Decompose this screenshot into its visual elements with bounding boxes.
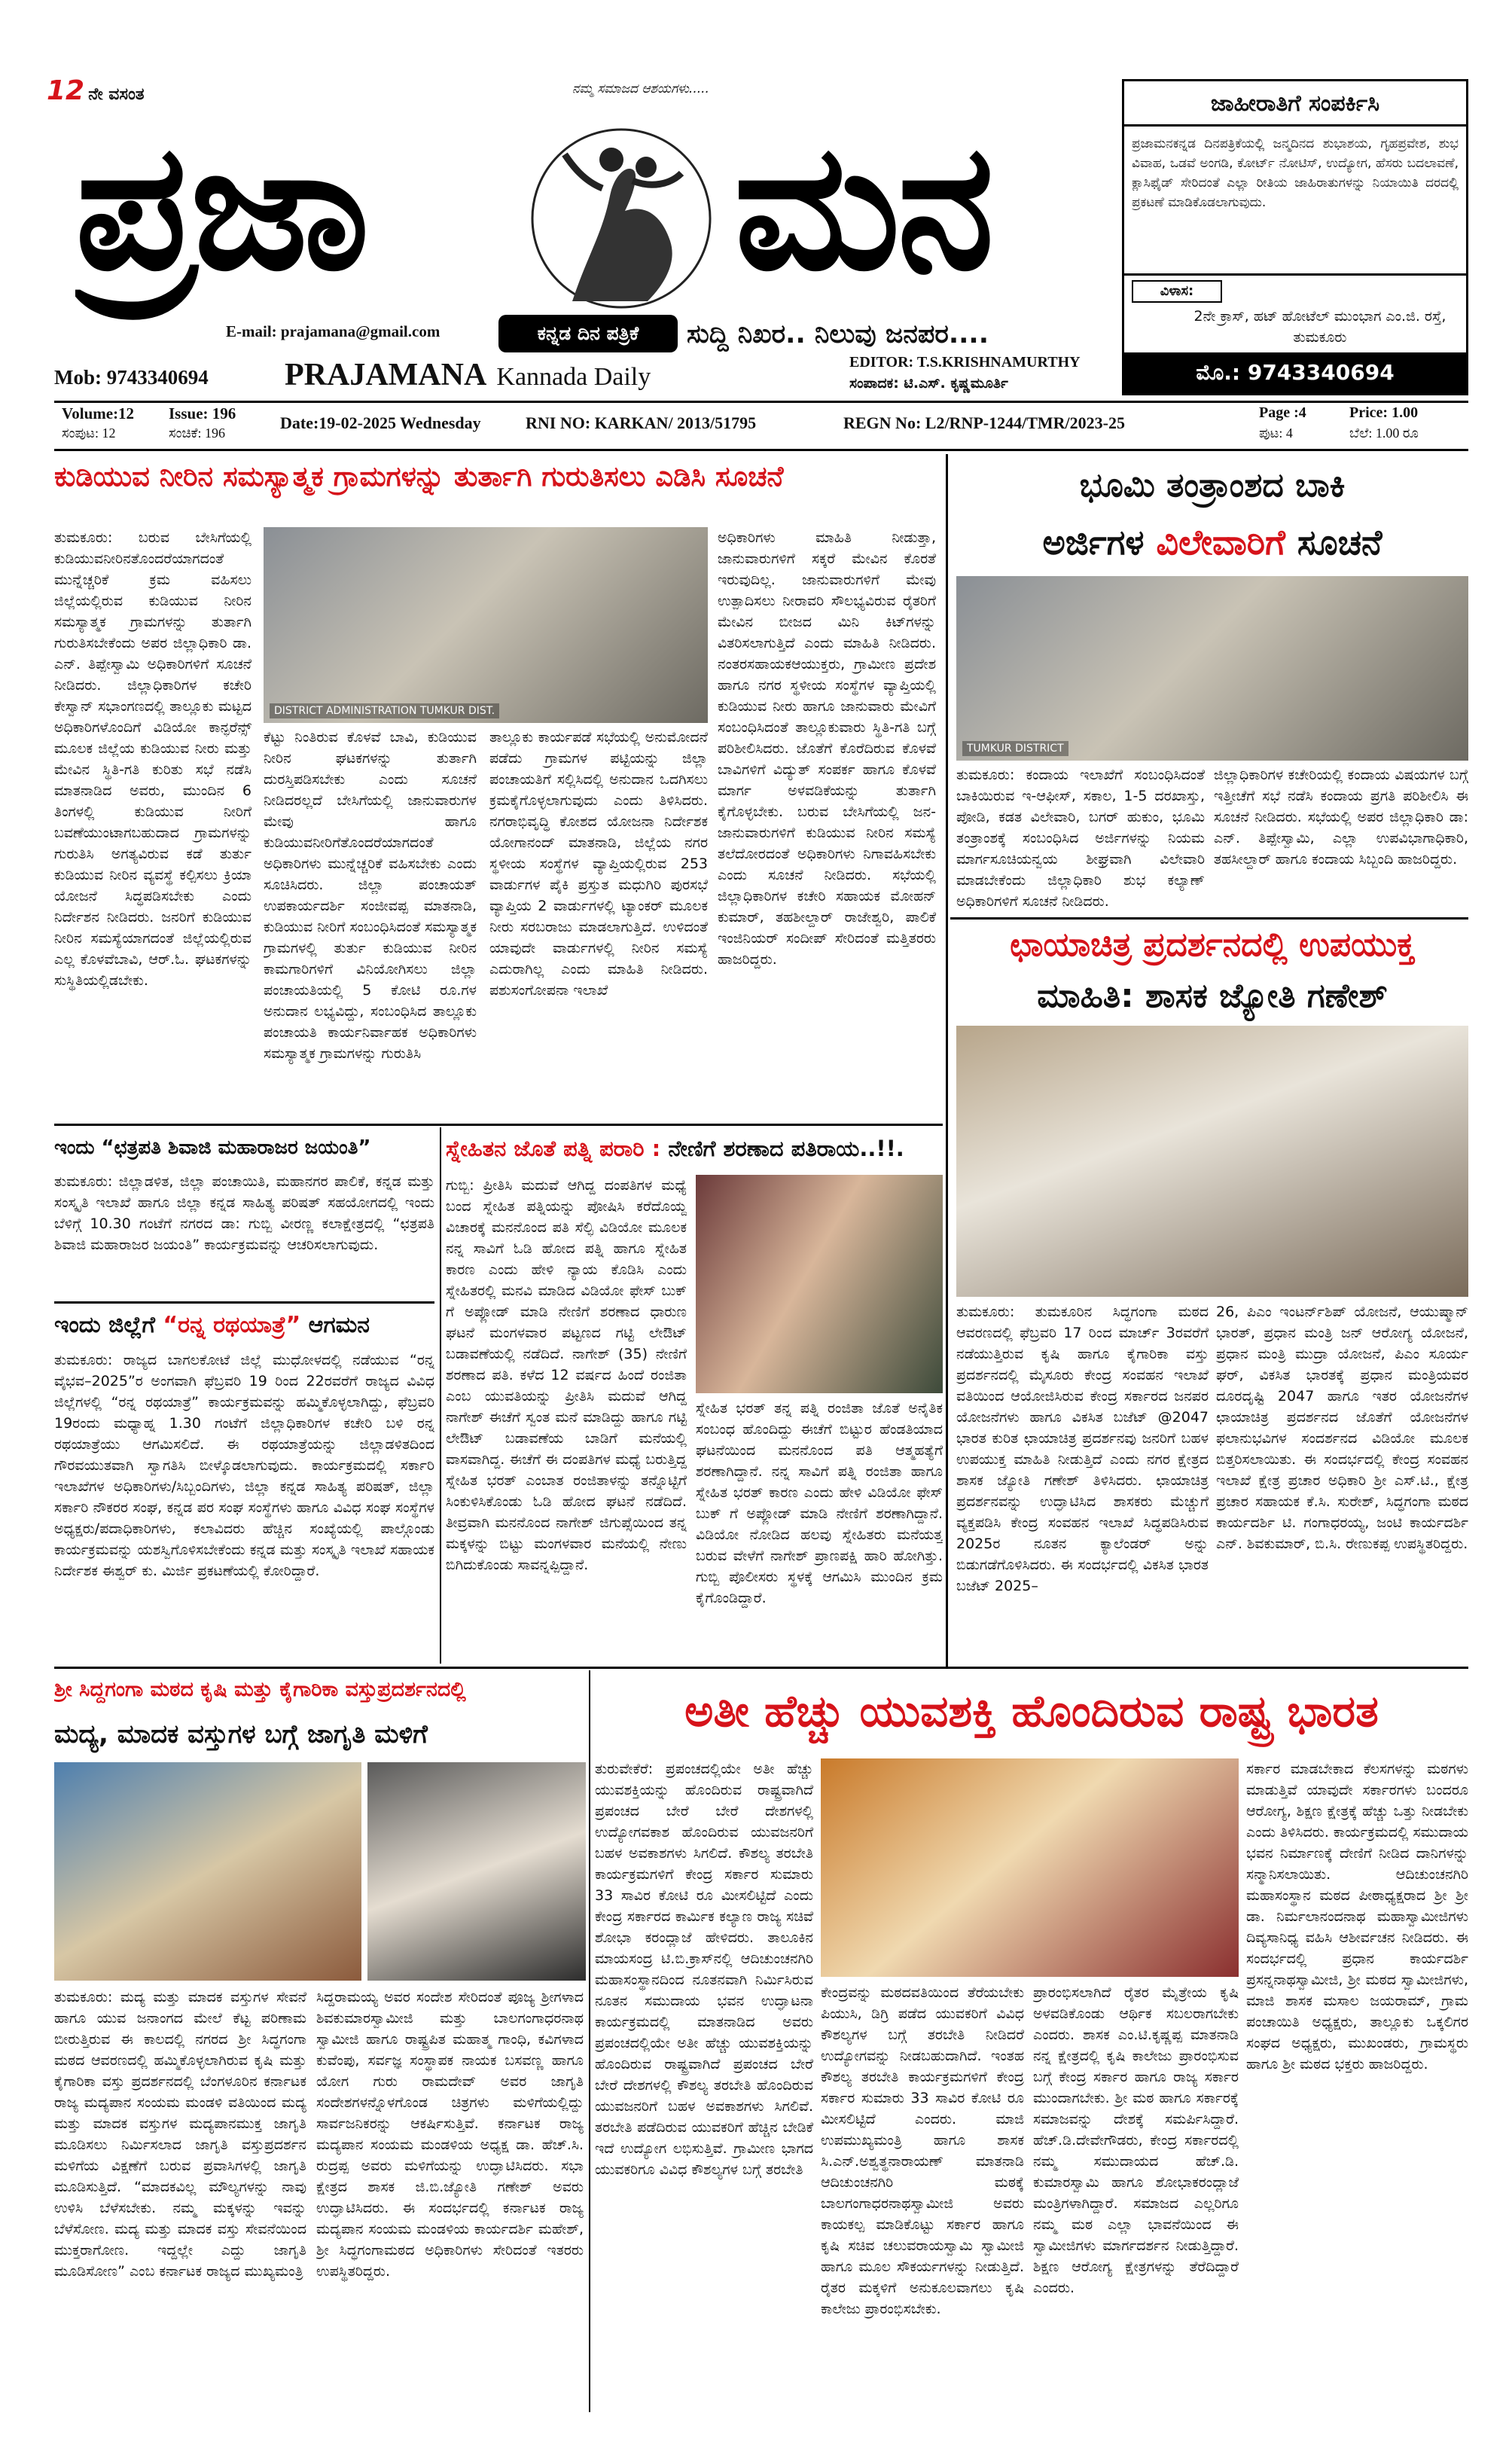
story7-photo-left xyxy=(54,1762,361,1981)
price: Price: 1.00 xyxy=(1349,404,1419,421)
story2-headline-part-b: ವಿಲೇವಾರಿಗೆ xyxy=(1156,522,1285,563)
story3-headline-line1: ಛಾಯಾಚಿತ್ರ ಪ್ರದರ್ಶನದಲ್ಲಿ ಉಪಯುಕ್ತ xyxy=(1010,926,1415,964)
story2-col2: ಜಿಲ್ಲಾಧಿಕಾರಿಗಳ ಕಚೇರಿಯಲ್ಲಿ ಕಂದಾಯ ವಿಷಯಗಳ ಬಗ್ಗೆ ಇತ್ತೀಚೆಗೆ ಸಭೆ ನಡೆಸಿ ಕಂದಾಯ ಪ್ರಗತಿ ಪರಿಶೀಲಿಸಿ ಈ ಸೂಚನೆ ನೀಡಿದರು. ಸಭೆಯಲ್ಲಿ ಅಪರ ಜಿಲ್ಲಾಧಿಕಾರಿ ಡಾ: ಎನ್. ತಿಪ್ಪೇಸ್ವಾಮಿ, ಎಲ್ಲಾ ಉಪವಿಭಾಗಾಧಿಕಾರಿ, ತಹಸೀಲ್ದಾರ್ ಹಾಗೂ ಕಂದಾಯ ಸಿಬ್ಬಂದಿ ಹಾಜರಿದ್ದರು. xyxy=(1214,767,1468,868)
title-left: ಪ್ರಜಾ xyxy=(75,105,365,309)
emblem-caption: ನಮ್ಮ ಸಮಾಜದ ಆಶಯಗಳು..... xyxy=(572,81,709,96)
story2-headline-line1: ಭೂಮಿ ತಂತ್ರಾಂಶದ ಬಾಕಿ xyxy=(1079,466,1346,505)
story2-headline-part-c: ಸೂಚನೆ xyxy=(1285,522,1382,563)
story3-photo xyxy=(956,1026,1468,1297)
vertical-divider-right xyxy=(946,454,948,1667)
story5-body: ತುಮಕೂರು: ರಾಜ್ಯದ ಬಾಗಲಕೋಟೆ ಜಿಲ್ಲೆ ಮುಧೋಳದಲ್ಲಿ ನಡೆಯುವ “ರನ್ನ ವೈಭವ–2025”ರ ಅಂಗವಾಗಿ ಫೆಬ್ರವರಿ 19 ರಿಂದ 22ರವರೆಗೆ ರಾಜ್ಯದ ವಿವಿಧ ಜಿಲ್ಲೆಗಳಲ್ಲಿ “ರನ್ನ ರಥಯಾತ್ರೆ” ಕಾರ್ಯಕ್ರಮವನ್ನು ಹಮ್ಮಿಕೊಳ್ಳಲಾಗಿದ್ದು, ಫೆಬ್ರವರಿ 19ರಂದು ಮಧ್ಯಾಹ್ನ 1.30 ಗಂಟೆಗೆ ಜಿಲ್ಲಾಧಿಕಾರಿಗಳ ಕಚೇರಿ ಬಳಿ ರನ್ನ ರಥಯಾತ್ರೆಯು ಆಗಮಿಸಲಿದೆ. ಈ ರಥಯಾತ್ರೆಯನ್ನು ಜಿಲ್ಲಾಡಳಿತದಿಂದ ಗೌರವಯುತವಾಗಿ ಸ್ವಾಗತಿಸಿ ಬೀಳ್ಕೊಡಲಾಗುವುದು. ಕಾರ್ಯಕ್ರಮದಲ್ಲಿ ಸರ್ಕಾರಿ ಇಲಾಖೆಗಳ ಅಧಿಕಾರಿಗಳು/ಸಿಬ್ಬಂದಿಗಳು, ಜಿಲ್ಲಾ ಕನ್ನಡ ಸಾಹಿತ್ಯ ಪರಿಷತ್, ಜಿಲ್ಲಾ ಸರ್ಕಾರಿ ನೌಕರರ ಸಂಘ, ಕನ್ನಡ ಪರ ಸಂಘ ಸಂಸ್ಥೆಗಳು ಹಾಗೂ ವಿವಿಧ ಸಂಘ ಸಂಸ್ಥೆಗಳ ಅಧ್ಯಕ್ಷರು/ಪದಾಧಿಕಾರಿಗಳು, ಕಲಾವಿದರು ಹೆಚ್ಚಿನ ಸಂಖ್ಯೆಯಲ್ಲಿ ಪಾಲ್ಗೊಂಡು ಕಾರ್ಯಕ್ರಮವನ್ನು ಯಶಸ್ವಿಗೊಳಿಸಬೇಕೆಂದು ಕನ್ನಡ ಮತ್ತು ಸಂಸ್ಕೃತಿ ಇಲಾಖೆ ಸಹಾಯಕ ನಿರ್ದೇಶಕ ಈಶ್ವರ್ ಕು. ಮಿರ್ಜಿ ಪ್ರಕಟಣೆಯಲ್ಲಿ ಕೋರಿದ್ದಾರೆ. xyxy=(54,1352,434,1579)
masthead xyxy=(0,0,1512,399)
story8-headline: ಅತೀ ಹೆಚ್ಚು ಯುವಶಕ್ತಿ ಹೊಂದಿರುವ ರಾಷ್ಟ್ರ ಭಾರತ xyxy=(684,1685,1379,1737)
story6-headline xyxy=(446,1127,943,1170)
story7-col1: ತುಮಕೂರು: ಮದ್ಯ ಮತ್ತು ಮಾದಕ ವಸ್ತುಗಳ ಸೇವನೆ ಹಾಗೂ ಯುವ ಜನಾಂಗದ ಮೇಲೆ ಕೆಟ್ಟ ಪರಿಣಾಮ ಬೀರುತ್ತಿರುವ ಈ ಕಾಲದಲ್ಲಿ ನಗರದ ಶ್ರೀ ಸಿದ್ಧಗಂಗಾ ಮಠದ ಆವರಣದಲ್ಲಿ ಹಮ್ಮಿಕೊಳ್ಳಲಾಗಿರುವ ಕೃಷಿ ಮತ್ತು ಕೈಗಾರಿಕಾ ವಸ್ತು ಪ್ರದರ್ಶನದಲ್ಲಿ ಬೆಂಗಳೂರಿನ ಕರ್ನಾಟಕ ರಾಜ್ಯ ಮದ್ಯಪಾನ ಸಂಯಮ ಮಂಡಳಿ ವತಿಯಿಂದ ಮದ್ಯ ಮತ್ತು ಮಾದಕ ವಸ್ತುಗಳ ಮದ್ಯಪಾನಮುಕ್ತ ಜಾಗೃತಿ ಮೂಡಿಸಲು ನಿರ್ಮಿಸಲಾದ ಜಾಗೃತಿ ವಸ್ತುಪ್ರದರ್ಶನ ಮಳಿಗೆಯ ವಿಕ್ಷಣೆಗೆ ಬರುವ ಪ್ರವಾಸಿಗಳಲ್ಲಿ ಜಾಗೃತಿ ಮೂಡಿಸುತ್ತಿದೆ. “ಮಾದಕವಿಲ್ಲ ಮೌಲ್ಯಗಳನ್ನು ನಾವು ಉಳಿಸಿ ಬೆಳೆಸಬೇಕು. ನಮ್ಮ ಮಕ್ಕಳನ್ನು ಇವನ್ನು ಬೆಳೆಸೋಣ. ಮದ್ಯ ಮತ್ತು ಮಾದಕ ವಸ್ತು ಸೇವನೆಯಿಂದ ಮುಕ್ತರಾಗೋಣ. ಇದ್ದಲ್ಲೇ ಎದ್ದು ಜಾಗೃತಿ ಮೂಡಿಸೋಣ” ಎಂಬ ಕರ್ನಾಟಕ ರಾಜ್ಯದ ಮುಖ್ಯಮಂತ್ರಿ xyxy=(54,1989,306,2280)
story5-headline xyxy=(54,1304,434,1347)
english-subtitle: Kannada Daily xyxy=(496,363,651,391)
daily-badge: ಕನ್ನಡ ದಿನ ಪತ್ರಿಕೆ xyxy=(498,315,678,352)
english-title: PRAJAMANA xyxy=(285,358,487,392)
story1-photo-caption: DISTRICT ADMINISTRATION TUMKUR DIST. xyxy=(270,703,499,718)
story5-top-rule xyxy=(54,1301,434,1304)
story1-col3: ತಾಲ್ಲೂಕು ಕಾರ್ಯಪಡೆ ಸಭೆಯಲ್ಲಿ ಅನುಮೋದನೆ ಪಡೆದು ಗ್ರಾಮಗಳ ಪಟ್ಟಿಯನ್ನು ಜಿಲ್ಲಾ ಪಂಚಾಯತಿಗೆ ಸಲ್ಲಿಸಿದಲ್ಲಿ ಅನುದಾನ ಒದಗಿಸಲು ಕ್ರಮಕೈಗೊಳ್ಳಲಾಗುವುದು ಎಂದು ತಿಳಿಸಿದರು. ನಗರಾಭಿವೃದ್ಧಿ ಕೋಶದ ಯೋಜನಾ ನಿರ್ದೇಶಕ ಯೋಗಾನಂದ್ ಮಾತನಾಡಿ, ಜಿಲ್ಲೆಯ ನಗರ ಸ್ಥಳೀಯ ಸಂಸ್ಥೆಗಳ ವ್ಯಾಪ್ತಿಯಲ್ಲಿರುವ 253 ವಾರ್ಡುಗಳ ಪೈಕಿ ಪ್ರಸ್ತುತ ಮಧುಗಿರಿ ಪುರಸಭೆ ವ್ಯಾಪ್ತಿಯ 2 ವಾರ್ಡುಗಳಲ್ಲಿ ಟ್ಯಾಂಕರ್ ಮೂಲಕ ನೀರು ಸರಬರಾಜು ಮಾಡಲಾಗುತ್ತಿದೆ. ಉಳಿದಂತೆ ಯಾವುದೇ ವಾರ್ಡುಗಳಲ್ಲಿ ನೀರಿನ ಸಮಸ್ಯೆ ಎದುರಾಗಿಲ್ಲ ಎಂದು ಮಾಹಿತಿ ನೀಡಿದರು. ಪಶುಸಂಗೋಪನಾ ಇಲಾಖೆ xyxy=(489,729,708,999)
story8-left-rule xyxy=(589,1670,590,2412)
page-number-kn: ಪುಟ: 4 xyxy=(1259,425,1293,441)
story1-col2: ಕೆಟ್ಟು ನಿಂತಿರುವ ಕೊಳವೆ ಬಾವಿ, ಕುಡಿಯುವ ನೀರಿನ ಘಟಕಗಳನ್ನು ತುರ್ತಾಗಿ ದುರಸ್ತಿಪಡಿಸಬೇಕು ಎಂದು ಸೂಚನೆ ನೀಡಿದರಲ್ಲದೆ ಬೇಸಿಗೆಯಲ್ಲಿ ಜಾನುವಾರುಗಳ ಮೇವು ಹಾಗೂ ಕುಡಿಯುವನೀರಿಗೆತೊಂದರೆಯಾಗದಂತೆ ಅಧಿಕಾರಿಗಳು ಮುನ್ನೆಚ್ಚರಿಕೆ ವಹಿಸಬೇಕು ಎಂದು ಸೂಚಿಸಿದರು. ಜಿಲ್ಲಾ ಪಂಚಾಯತ್ ಉಪಕಾರ್ಯದರ್ಶಿ ಸಂಜೀವಪ್ಪ ಮಾತನಾಡಿ, ಕುಡಿಯುವ ನೀರಿಗೆ ಸಂಬಂಧಿಸಿದಂತೆ ಸಮಸ್ಯಾತ್ಮಕ ಗ್ರಾಮಗಳಲ್ಲಿ ತುರ್ತು ಕುಡಿಯುವ ನೀರಿನ ಕಾಮಗಾರಿಗಳಿಗೆ ವಿನಿಯೋಗಿಸಲು ಜಿಲ್ಲಾ ಪಂಚಾಯತಿಯಲ್ಲಿ 5 ಕೋಟಿ ರೂ.ಗಳ ಅನುದಾನ ಲಭ್ಯವಿದ್ದು, ಸಂಬಂಧಿಸಿದ ತಾಲ್ಲೂಕು ಪಂಚಾಯತಿ ಕಾರ್ಯನಿರ್ವಾಹಕ ಅಧಿಕಾರಿಗಳು ಸಮಸ್ಯಾತ್ಮಕ ಗ್ರಾಮಗಳನ್ನು ಗುರುತಿಸಿ xyxy=(264,729,477,1062)
page-number: Page :4 xyxy=(1259,404,1306,421)
story2-photo-caption: TUMKUR DISTRICT xyxy=(962,741,1068,756)
date: Date:19-02-2025 Wednesday xyxy=(280,413,481,432)
story7-col2: ಸಿದ್ದರಾಮಯ್ಯ ಅವರ ಸಂದೇಶ ಸೇರಿದಂತೆ ಪೂಜ್ಯ ಶ್ರೀಗಳಾದ ಶಿವಕುಮಾರಸ್ವಾಮೀಜಿ ಮತ್ತು ಬಾಲಗಂಗಾಧರನಾಥ ಸ್ವಾಮೀಜಿ ಹಾಗೂ ರಾಷ್ಟ್ರಪಿತ ಮಹಾತ್ಮ ಗಾಂಧಿ, ಕವಿಗಳಾದ ಕುವೆಂಪು, ಸರ್ವಜ್ಞ ಸಂಸ್ಥಾಪಕ ನಾಯಕ ಬಸವಣ್ಣ ಹಾಗೂ ಯೋಗ ಗುರು ರಾಮದೇವ್ ಅವರ ಜಾಗೃತಿ ಸಂದೇಶಗಳನ್ನೊಳಗೊಂಡ ಚಿತ್ರಗಳು ಮಳಿಗೆಯಲ್ಲಿದ್ದು ಸಾರ್ವಜನಿಕರನ್ನು ಆಕರ್ಷಿಸುತ್ತಿವೆ. ಕರ್ನಾಟಕ ರಾಜ್ಯ ಮದ್ಯಪಾನ ಸಂಯಮ ಮಂಡಳಿಯ ಅಧ್ಯಕ್ಷ ಡಾ. ಹೆಚ್.ಸಿ. ರುದ್ರಪ್ಪ ಅವರು ಮಳಿಗೆಯನ್ನು ಉದ್ಘಾಟಿಸಿದರು. ಸಭಾ ಕ್ಷೇತ್ರದ ಶಾಸಕ ಜಿ.ಬಿ.ಜ್ಯೋತಿ ಗಣೇಶ್ ಅವರು ಉದ್ಘಾಟಿಸಿದರು. ಈ ಸಂದರ್ಭದಲ್ಲಿ ಕರ್ನಾಟಕ ರಾಜ್ಯ ಮದ್ಯಪಾನ ಸಂಯಮ ಮಂಡಳಿಯ ಕಾರ್ಯದರ್ಶಿ ಮಹೇಶ್, ಶ್ರೀ ಸಿದ್ಧಗಂಗಾಮಠದ ಅಧಿಕಾರಿಗಳು ಸೇರಿದಂತೆ ಇತರರು ಉಪಸ್ಥಿತರಿದ್ದರು. xyxy=(316,1989,584,2280)
address-label: ವಿಳಾಸ: xyxy=(1132,280,1222,303)
volume: Volume:12 xyxy=(62,404,135,422)
story4-headline-part-b: “ಛತ್ರಪತಿ ಶಿವಾಜಿ ಮಹಾರಾಜರ ಜಯಂತಿ” xyxy=(101,1136,371,1159)
registration-number: REGN No: L2/RNP-1244/TMR/2023-25 xyxy=(843,413,1125,432)
mobile-number: Mob: 9743340694 xyxy=(54,366,209,389)
english-name xyxy=(285,357,767,399)
story6-headline-part-a: ಸ್ನೇಹಿತನ ಜೊತೆ ಪತ್ನಿ ಪರಾರಿ : xyxy=(446,1136,669,1161)
editor-line: EDITOR: T.S.KRISHNAMURTHY xyxy=(849,354,1081,371)
anniversary-number: 12 xyxy=(47,75,85,106)
story4-top-rule xyxy=(54,1124,943,1126)
story5-headline-part-c: ಆಗಮನ xyxy=(300,1312,370,1338)
story2-headline-line2 xyxy=(956,514,1468,571)
story5-headline-part-a: ಇಂದು ಜಿಲ್ಲೆಗೆ xyxy=(54,1312,163,1338)
story5-headline-part-b: “ರನ್ನ ರಥಯಾತ್ರೆ” xyxy=(163,1312,301,1338)
story7-photo-right xyxy=(367,1762,586,1981)
ad-address-block xyxy=(1124,273,1466,352)
ad-contact-box xyxy=(1122,79,1468,395)
story1-col4: ಅಧಿಕಾರಿಗಳು ಮಾಹಿತಿ ನೀಡುತ್ತಾ, ಜಾನುವಾರುಗಳಿಗೆ ಸಕ್ಕರೆ ಮೇವಿನ ಕೊರತೆ ಇರುವುದಿಲ್ಲ. ಜಾನುವಾರುಗಳಿಗೆ ಮೇವು ಉತ್ಪಾದಿಸಲು ನೀರಾವರಿ ಸೌಲಭ್ಯವಿರುವ ರೈತರಿಗೆ ಮೇವಿನ ಬೀಜದ ಮಿನಿ ಕಿಟ್‌ಗಳನ್ನು ವಿತರಿಸಲಾಗುತ್ತಿದೆ ಎಂದು ಮಾಹಿತಿ ನೀಡಿದರು. ನಂತರಸಹಾಯಕಆಯುಕ್ತರು, ಗ್ರಾಮೀಣ ಪ್ರದೇಶ ಹಾಗೂ ನಗರ ಸ್ಥಳೀಯ ಸಂಸ್ಥೆಗಳ ವ್ಯಾಪ್ತಿಯಲ್ಲಿ ಕುಡಿಯುವ ನೀರು ಹಾಗೂ ಜಾನುವಾರು ಮೇವಿಗೆ ಸಂಬಂಧಿಸಿದಂತೆ ತಾಲ್ಲೂಕುವಾರು ಸ್ಥಿತಿ-ಗತಿ ಬಗ್ಗೆ ಪರಿಶೀಲಿಸಿದರು. ಜೊತೆಗೆ ಕೊರೆದಿರುವ ಕೊಳವೆ ಬಾವಿಗಳಿಗೆ ವಿದ್ಯುತ್ ಸಂಪರ್ಕ ಹಾಗೂ ಕೊಳವೆ ಮಾರ್ಗ ಅಳವಡಿಕೆಯನ್ನು ತುರ್ತಾಗಿ ಕೈಗೊಳ್ಳಬೇಕು. ಬರುವ ಬೇಸಿಗೆಯಲ್ಲಿ ಜನ-ಜಾನುವಾರುಗಳಿಗೆ ಕುಡಿಯುವ ನೀರಿನ ಸಮಸ್ಯೆ ತಲೆದೋರದಂತೆ ಅಧಿಕಾರಿಗಳು ನಿಗಾವಹಿಸಬೇಕು ಎಂದು ಸೂಚನೆ ನೀಡಿದರು. ಸಭೆಯಲ್ಲಿ ಜಿಲ್ಲಾಧಿಕಾರಿಗಳ ಕಚೇರಿ ಸಹಾಯಕ ಮೋಹನ್ ಕುಮಾರ್, ತಹಶೀಲ್ದಾರ್ ರಾಜೇಶ್ವರಿ, ಪಾಲಿಕೆ ಇಂಜಿನಿಯರ್ ಸಂದೀಪ್ ಸೇರಿದಂತೆ ಮತ್ತಿತರರು ಹಾಜರಿದ್ದರು. xyxy=(718,529,936,968)
issue-kn: ಸಂಚಿಕೆ: 196 xyxy=(169,425,225,441)
story1-photo xyxy=(264,527,708,723)
price-kn: ಬೆಲೆ: 1.00 ರೂ xyxy=(1349,425,1419,441)
story7-headline: ಮದ್ಯ, ಮಾದಕ ವಸ್ತುಗಳ ಬಗ್ಗೆ ಜಾಗೃತಿ ಮಳಿಗೆ xyxy=(54,1719,428,1749)
masthead-emblem xyxy=(520,113,723,316)
story2-bottom-rule xyxy=(950,917,1468,920)
title-right: ಮನ xyxy=(734,105,992,309)
story6-col1: ಗುಬ್ಬಿ: ಪ್ರೀತಿಸಿ ಮದುವೆ ಆಗಿದ್ದ ದಂಪತಿಗಳ ಮಧ್ಯೆ ಬಂದ ಸ್ನೇಹಿತ ಪತ್ನಿಯನ್ನು ಪೋಷಿಸಿ ಕರೆದೊಯ್ದ ವಿಚಾರಕ್ಕೆ ಮನನೊಂದ ಪತಿ ಸೆಲ್ಫಿ ವಿಡಿಯೋ ಮೂಲಕ ನನ್ನ ಸಾವಿಗೆ ಓಡಿ ಹೋದ ಪತ್ನಿ ಹಾಗೂ ಸ್ನೇಹಿತ ಕಾರಣ ಎಂದು ಹೇಳಿ ನ್ಯಾಯ ಕೊಡಿಸಿ ಎಂದು ಸ್ನೇಹಿತರಲ್ಲಿ ಮನವಿ ಮಾಡಿದ ವಿಡಿಯೋ ಫೇಸ್ ಬುಕ್ ಗೆ ಅಪ್ಲೋಡ್ ಮಾಡಿ ನೇಣಿಗೆ ಶರಣಾದ ಧಾರುಣ ಘಟನೆ ಮಂಗಳವಾರ ಪಟ್ಟಣದ ಗಟ್ಟಿ ಲೇಔಟ್ ಬಡಾವಣೆಯಲ್ಲಿ ನಡೆದಿದೆ. ನಾಗೇಶ್ (35) ನೇಣಿಗೆ ಶರಣಾದ ಪತಿ. ಕಳೆದ 12 ವರ್ಷದ ಹಿಂದೆ ರಂಜಿತಾ ಎಂಬ ಯುವತಿಯನ್ನು ಪ್ರೀತಿಸಿ ಮದುವೆ ಆಗಿದ್ದ ನಾಗೇಶ್ ಈಚೆಗೆ ಸ್ವಂತ ಮನೆ ಮಾಡಿದ್ದು ಹಾಗೂ ಗಟ್ಟಿ ಲೇಔಟ್ ಬಡಾವಣೆಯ ಬಾಡಿಗೆ ಮನೆಯಲ್ಲಿ ವಾಸವಾಗಿದ್ದ. ಈಚೆಗೆ ಈ ದಂಪತಿಗಳ ಮಧ್ಯೆ ಬರುತ್ತಿದ್ದ ಸ್ನೇಹಿತ ಭರತ್ ಎಂಬಾತ ರಂಜಿತಾಳನ್ನು ತನ್ನೊಟ್ಟಿಗೆ ಸಿಂಕುಳಿಸಿಕೊಂಡು ಓಡಿ ಹೋದ ಘಟನೆ ನಡೆದಿದೆ. ತೀವ್ರವಾಗಿ ಮನನೊಂದ ನಾಗೇಶ್ ಜಿಗುಪ್ಸೆಯಿಂದ ತನ್ನ ಮಕ್ಕಳನ್ನು ಬಿಟ್ಟು ಮಂಗಳವಾರ ಮನೆಯಲ್ಲಿ ನೇಣು ಬಿಗಿದುಕೊಂಡು ಸಾವನ್ನಪ್ಪಿದ್ದಾನೆ. xyxy=(446,1177,687,1573)
story6-photo xyxy=(696,1175,943,1393)
story2-photo xyxy=(956,576,1468,761)
volume-kn: ಸಂಪುಟ: 12 xyxy=(62,425,116,441)
story8-col4: ಸರ್ಕಾರ ಮಾಡಬೇಕಾದ ಕೆಲಸಗಳನ್ನು ಮಠಗಳು ಮಾಡುತ್ತಿವೆ ಯಾವುದೇ ಸರ್ಕಾರಗಳು ಬಂದರೂ ಆರೋಗ್ಯ, ಶಿಕ್ಷಣ ಕ್ಷೇತ್ರಕ್ಕೆ ಹೆಚ್ಚು ಒತ್ತು ನೀಡಬೇಕು ಎಂದು ತಿಳಿಸಿದರು. ಕಾರ್ಯಕ್ರಮದಲ್ಲಿ ಸಮುದಾಯ ಭವನ ನಿರ್ಮಾಣಕ್ಕೆ ದೇಣಿಗೆ ನೀಡಿದ ದಾನಿಗಳನ್ನು ಸನ್ಮಾನಿಸಲಾಯಿತು. ಆದಿಚುಂಚನಗಿರಿ ಮಹಾಸಂಸ್ಥಾನ ಮಠದ ಪೀಠಾಧ್ಯಕ್ಷರಾದ ಶ್ರೀ ಶ್ರೀ ಡಾ. ನಿರ್ಮಲಾನಂದನಾಥ ಮಹಾಸ್ವಾಮೀಜಿಗಳು ದಿವ್ಯಸಾನಿಧ್ಯ ವಹಿಸಿ ಆಶೀರ್ವಚನ ನೀಡಿದರು. ಈ ಸಂದರ್ಭದಲ್ಲಿ ಪ್ರಧಾನ ಕಾರ್ಯದರ್ಶಿ ಪ್ರಸನ್ನನಾಥಸ್ವಾಮೀಜಿ, ಶ್ರೀ ಮಠದ ಸ್ವಾಮೀಜಿಗಳು, ಮಾಜಿ ಶಾಸಕ ಮಸಾಲ ಜಯರಾಮ್, ಗ್ರಾಮ ಪಂಚಾಯಿತಿ ಅಧ್ಯಕ್ಷರು, ತಾಲ್ಲೂಕು ಒಕ್ಕಲಿಗರ ಸಂಘದ ಅಧ್ಯಕ್ಷರು, ಮುಖಂಡರು, ಗ್ರಾಮಸ್ಥರು ಹಾಗೂ ಶ್ರೀ ಮಠದ ಭಕ್ತರು ಹಾಜರಿದ್ದರು. xyxy=(1246,1761,1468,2073)
story3-headline-line2: ಮಾಹಿತಿ: ಶಾಸಕ ಜ್ಯೋತಿ ಗಣೇಶ್ xyxy=(1037,977,1388,1015)
issue: Issue: 196 xyxy=(169,404,236,422)
info-bar-bottom-rule xyxy=(54,449,1468,451)
story2-col1: ತುಮಕೂರು: ಕಂದಾಯ ಇಲಾಖೆಗೆ ಸಂಬಂಧಿಸಿದಂತೆ ಬಾಕಿಯಿರುವ ಇ-ಆಫೀಸ್, ಸಕಾಲ, 1-5 ದರಖಾಸ್ತು, ಪೋಡಿ, ಕಡತ ವಿಲೇವಾರಿ, ಬಗರ್ ಹುಕುಂ, ಭೂಮಿ ತಂತ್ರಾಂಶಕ್ಕೆ ಸಂಬಂಧಿಸಿದ ಅರ್ಜಿಗಳನ್ನು ನಿಯಮ ಮಾರ್ಗಸೂಚಿಯನ್ವಯ ಶೀಘ್ರವಾಗಿ ವಿಲೇವಾರಿ ಮಾಡಬೇಕೆಂದು ಜಿಲ್ಲಾಧಿಕಾರಿ ಶುಭ ಕಲ್ಯಾಣ್ ಅಧಿಕಾರಿಗಳಿಗೆ ಸೂಚನೆ ನೀಡಿದರು. xyxy=(956,767,1205,910)
story1-col1: ತುಮಕೂರು: ಬರುವ ಬೇಸಿಗೆಯಲ್ಲಿ ಕುಡಿಯುವನೀರಿನತೊಂದರೆಯಾಗದಂತೆ ಮುನ್ನೆಚ್ಚರಿಕೆ ಕ್ರಮ ವಹಿಸಲು ಜಿಲ್ಲೆಯಲ್ಲಿರುವ ಕುಡಿಯುವ ನೀರಿನ ಸಮಸ್ಯಾತ್ಮಕ ಗ್ರಾಮಗಳನ್ನು ತುರ್ತಾಗಿ ಗುರುತಿಸಬೇಕೆಂದು ಅಪರ ಜಿಲ್ಲಾಧಿಕಾರಿ ಡಾ. ಎನ್. ತಿಪ್ಪೇಸ್ವಾಮಿ ಅಧಿಕಾರಿಗಳಿಗೆ ಸೂಚನೆ ನೀಡಿದರು. ಜಿಲ್ಲಾಧಿಕಾರಿಗಳ ಕಚೇರಿ ಕೇಸ್ವಾನ್ ಸಭಾಂಗಣದಲ್ಲಿ ತಾಲ್ಲೂಕು ಮಟ್ಟದ ಅಧಿಕಾರಿಗಳೊಂದಿಗೆ ವಿಡಿಯೋ ಕಾನ್ಫರೆನ್ಸ್ ಮೂಲಕ ಜಿಲ್ಲೆಯ ಕುಡಿಯುವ ನೀರು ಮತ್ತು ಮೇವಿನ ಸ್ಥಿತಿ-ಗತಿ ಕುರಿತು ಸಭೆ ನಡೆಸಿ ಮಾತನಾಡಿದ ಅವರು, ಮುಂದಿನ 6 ತಿಂಗಳಲ್ಲಿ ಕುಡಿಯುವ ನೀರಿಗೆ ಬವಣೆಯುಂಟಾಗಬಹುದಾದ ಗ್ರಾಮಗಳನ್ನು ಗುರುತಿಸಿ ಅಗತ್ಯವಿರುವ ಕಡೆ ತುರ್ತು ಕುಡಿಯುವ ನೀರಿನ ವ್ಯವಸ್ಥೆ ಕಲ್ಪಿಸಲು ಕ್ರಿಯಾ ಯೋಜನೆ ಸಿದ್ಧಪಡಿಸಬೇಕು ಎಂದು ನಿರ್ದೇಶನ ನೀಡಿದರು. ಜನರಿಗೆ ಕುಡಿಯುವ ನೀರಿನ ಸಮಸ್ಯೆಯಾಗದಂತೆ ಜಿಲ್ಲೆಯಲ್ಲಿರುವ ಎಲ್ಲ ಕೊಳವೆಬಾವಿ, ಆರ್.ಓ. ಘಟಕಗಳನ್ನು ಸುಸ್ಥಿತಿಯಲ್ಲಿಡಬೇಕು. xyxy=(54,529,251,989)
story3-col1: ತುಮಕೂರು: ತುಮಕೂರಿನ ಸಿದ್ಧಗಂಗಾ ಮಠದ ಆವರಣದಲ್ಲಿ ಫೆಬ್ರವರಿ 17 ರಿಂದ ಮಾರ್ಚ್ 3ರವರೆಗೆ ನಡೆಯುತ್ತಿರುವ ಕೃಷಿ ಹಾಗೂ ಕೈಗಾರಿಕಾ ವಸ್ತು ಪ್ರದರ್ಶನದಲ್ಲಿ ಮೈಸೂರು ಕೇಂದ್ರ ಸಂವಹನ ಇಲಾಖೆ ವತಿಯಿಂದ ಆಯೋಜಿಸಿರುವ ಕೇಂದ್ರ ಸರ್ಕಾರದ ಜನಪರ ಯೋಜನೆಗಳು ಹಾಗೂ ವಿಕಸಿತ ಬಜೆಟ್ @2047 ಭಾರತ ಕುರಿತ ಛಾಯಾಚಿತ್ರ ಪ್ರದರ್ಶನವು ಜನರಿಗೆ ಬಹಳ ಉಪಯುಕ್ತ ಮಾಹಿತಿ ನೀಡುತ್ತಿದೆ ಎಂದು ನಗರ ಕ್ಷೇತ್ರದ ಶಾಸಕ ಜ್ಯೋತಿ ಗಣೇಶ್ ತಿಳಿಸಿದರು. ಛಾಯಾಚಿತ್ರ ಪ್ರದರ್ಶನವನ್ನು ಉದ್ಘಾಟಿಸಿದ ಶಾಸಕರು ಮೆಚ್ಚುಗೆ ವ್ಯಕ್ತಪಡಿಸಿ ಕೇಂದ್ರ ಸಂವಹನ ಇಲಾಖೆ ಸಿದ್ಧಪಡಿಸಿರುವ 2025ರ ನೂತನ ಕ್ಯಾಲೆಂಡರ್ ಅನ್ನು ಬಿಡುಗಡೆಗೊಳಿಸಿದರು. ಈ ಸಂದರ್ಭದಲ್ಲಿ ವಿಕಸಿತ ಭಾರತ ಬಜೆಟ್ 2025– xyxy=(956,1304,1209,1594)
rni-number: RNI NO: KARKAN/ 2013/51795 xyxy=(526,413,757,432)
story6-col2: ಸ್ನೇಹಿತ ಭರತ್ ತನ್ನ ಪತ್ನಿ ರಂಜಿತಾ ಜೊತೆ ಅನೈತಿಕ ಸಂಬಂಧ ಹೊಂದಿದ್ದು ಈಚೆಗೆ ಬಿಟ್ಟುರ ಹೆಂಡತಿಯಾದ ಘಟನೆಯಿಂದ ಮನನೊಂದ ಪತಿ ಆತ್ಮಹತ್ಯೆಗೆ ಶರಣಾಗಿದ್ದಾನೆ. ನನ್ನ ಸಾವಿಗೆ ಪತ್ನಿ ರಂಜಿತಾ ಹಾಗೂ ಸ್ನೇಹಿತ ಭರತ್ ಕಾರಣ ಎಂದು ಹೇಳಿ ವಿಡಿಯೋ ಫೇಸ್ ಬುಕ್ ಗೆ ಅಪ್ಲೋಡ್ ಮಾಡಿ ನೇಣಿಗೆ ಶರಣಾಗಿದ್ದಾನೆ. ವಿಡಿಯೋ ನೋಡಿದ ಹಲವು ಸ್ನೇಹಿತರು ಮನೆಯತ್ತ ಬರುವ ವೇಳೆಗೆ ನಾಗೇಶ್ ಪ್ರಾಣಪಕ್ಷಿ ಹಾರಿ ಹೋಗಿತ್ತು. ಗುಬ್ಬಿ ಪೊಲೀಸರು ಸ್ಥಳಕ್ಕೆ ಆಗಮಿಸಿ ಮುಂದಿನ ಕ್ರಮ ಕೈಗೊಂಡಿದ್ದಾರೆ. xyxy=(696,1400,943,1606)
story4-headline-part-a: ಇಂದು xyxy=(54,1136,102,1159)
story8-col1: ತುರುವೇಕೆರೆ: ಪ್ರಪಂಚದಲ್ಲಿಯೇ ಅತೀ ಹೆಚ್ಚು ಯುವಶಕ್ತಿಯನ್ನು ಹೊಂದಿರುವ ರಾಷ್ಟ್ರವಾಗಿದೆ ಪ್ರಪಂಚದ ಬೇರೆ ಬೇರೆ ದೇಶಗಳಲ್ಲಿ ಉದ್ಯೋಗವಕಾಶ ಹೊಂದಿರುವ ಯುವಜನರಿಗೆ ಬಹಳ ಅವಕಾಶಗಳು ಸಿಗಲಿದೆ. ಕೌಶಲ್ಯ ತರಬೇತಿ ಕಾರ್ಯಕ್ರಮಗಳಿಗೆ ಕೇಂದ್ರ ಸರ್ಕಾರ ಸುಮಾರು 33 ಸಾವಿರ ಕೋಟಿ ರೂ ಮೀಸಲಿಟ್ಟಿದೆ ಎಂದು ಕೇಂದ್ರ ಸರ್ಕಾರದ ಕಾರ್ಮಿಕ ಕಲ್ಯಾಣ ರಾಜ್ಯ ಸಚಿವೆ ಶೋಭಾ ಕರಂದ್ಲಾಜೆ ಹೇಳಿದರು. ತಾಲೂಕಿನ ಮಾಯಸಂದ್ರ ಟಿ.ಬಿ.ಕ್ರಾಸ್‌ನಲ್ಲಿ ಆದಿಚುಂಚನಗಿರಿ ಮಹಾಸಂಸ್ಥಾನದಿಂದ ನೂತನವಾಗಿ ನಿರ್ಮಿಸಿರುವ ನೂತನ ಸಮುದಾಯ ಭವನ ಉದ್ಘಾಟನಾ ಕಾರ್ಯಕ್ರಮದಲ್ಲಿ ಮಾತನಾಡಿದ ಅವರು ಪ್ರಪಂಚದಲ್ಲಿಯೇ ಅತೀ ಹೆಚ್ಚು ಯುವಶಕ್ತಿಯನ್ನು ಹೊಂದಿರುವ ರಾಷ್ಟ್ರವಾಗಿದೆ ಪ್ರಪಂಚದ ಬೇರೆ ಬೇರೆ ದೇಶಗಳಲ್ಲಿ ಕೌಶಲ್ಯ ತರಬೇತಿ ಹೊಂದಿರುವ ಯುವಜನರಿಗೆ ಬಹಳ ಅವಕಾಶಗಳು ಸಿಗಲಿವೆ. ತರಬೇತಿ ಪಡೆದಿರುವ ಯುವಕರಿಗೆ ಹೆಚ್ಚಿನ ಬೇಡಿಕೆ ಇದೆ ಉದ್ಯೋಗ ಲಭಿಸುತ್ತಿವೆ. ಗ್ರಾಮೀಣ ಭಾಗದ ಯುವಕರಿಗೂ ವಿವಿಧ ಕೌಶಲ್ಯಗಳ ಬಗ್ಗೆ ತರಬೇತಿ xyxy=(595,1761,813,2178)
ad-box-title: ಜಾಹೀರಾತಿಗೆ ಸಂಪರ್ಕಿಸಿ xyxy=(1124,81,1466,127)
story7-kicker: ಶ್ರೀ ಸಿದ್ದಗಂಗಾ ಮಠದ ಕೃಷಿ ಮತ್ತು ಕೈಗಾರಿಕಾ ವಸ್ತುಪ್ರದರ್ಶನದಲ್ಲಿ xyxy=(54,1678,466,1701)
story6-headline-part-b: ನೇಣಿಗೆ ಶರಣಾದ ಪತಿರಾಯ..!!. xyxy=(668,1136,904,1161)
story8-col2: ಕೇಂದ್ರವನ್ನು ಮಠದವತಿಯಿಂದ ತೆರೆಯಬೇಕು ಪಿಯುಸಿ, ಡಿಗ್ರಿ ಪಡೆದ ಯುವಕರಿಗೆ ವಿವಿಧ ಕೌಶಲ್ಯಗಳ ಬಗ್ಗೆ ತರಬೇತಿ ನೀಡಿದರೆ ಉದ್ಯೋಗವನ್ನು ನೀಡಬಹುದಾಗಿದೆ. ಇಂತಹ ಕೌಶಲ್ಯ ತರಬೇತಿ ಕಾರ್ಯಕ್ರಮಗಳಿಗೆ ಕೇಂದ್ರ ಸರ್ಕಾರ ಸುಮಾರು 33 ಸಾವಿರ ಕೋಟಿ ರೂ ಮೀಸಲಿಟ್ಟಿದೆ ಎಂದರು. ಮಾಜಿ ಉಪಮುಖ್ಯಮಂತ್ರಿ ಹಾಗೂ ಶಾಸಕ ಸಿ.ಎನ್.ಅಶ್ವತ್ಥನಾರಾಯಣ್ ಮಾತನಾಡಿ ಆದಿಚುಂಚನಗಿರಿ ಮಠಕ್ಕೆ ಬಾಲಗಂಗಾಧರನಾಥಸ್ವಾಮೀಜಿ ಅವರು ಕಾಯಕಲ್ಪ ಮಾಡಿಕೊಟ್ಟು ಸರ್ಕಾರ ಹಾಗೂ ಕೃಷಿ ಸಚಿವ ಚಲುವರಾಯಸ್ವಾಮಿ ಸ್ವಾಮೀಜಿ ಹಾಗೂ ಮೂಲ ಸೌಕರ್ಯಗಳನ್ನು ನೀಡುತ್ತಿದೆ. ರೈತರ ಮಕ್ಕಳಿಗೆ ಅನುಕೂಲವಾಗಲು ಕೃಷಿ ಕಾಲೇಜು ಪ್ರಾರಂಭಿಸಬೇಕು. xyxy=(821,1984,1024,2317)
story4-headline xyxy=(54,1127,431,1168)
dancers-emblem-icon xyxy=(520,113,723,316)
story1-headline: ಕುಡಿಯುವ ನೀರಿನ ಸಮಸ್ಯಾತ್ಮಕ ಗ್ರಾಮಗಳನ್ನು ತುರ್ತಾಗಿ ಗುರುತಿಸಲು ಎಡಿಸಿ ಸೂಚನೆ xyxy=(54,460,784,493)
story8-col3: ಪ್ರಾರಂಭಿಸಲಾಗಿದೆ ರೈತರ ಮೈತ್ರೇಯ ಕೃಷಿ ಅಳವಡಿಕೊಂಡು ಆರ್ಥಿಕ ಸಬಲರಾಗಬೇಕು ಎಂದರು. ಶಾಸಕ ಎಂ.ಟಿ.ಕೃಷ್ಣಪ್ಪ ಮಾತನಾಡಿ ನನ್ನ ಕ್ಷೇತ್ರದಲ್ಲಿ ಕೃಷಿ ಕಾಲೇಜು ಪ್ರಾರಂಭಿಸುವ ಬಗ್ಗೆ ಕೇಂದ್ರ ಸರ್ಕಾರ ಹಾಗೂ ರಾಜ್ಯ ಸರ್ಕಾರ ಮುಂದಾಗಬೇಕು. ಶ್ರೀ ಮಠ ಹಾಗೂ ಸರ್ಕಾರಕ್ಕೆ ಸಮಾಜವನ್ನು ದೇಶಕ್ಕೆ ಸಮರ್ಪಿಸಿದ್ದಾರೆ. ಹೆಚ್.ಡಿ.ದೇವೇಗೌಡರು, ಕೇಂದ್ರ ಸರ್ಕಾರದಲ್ಲಿ ನಮ್ಮ ಸಮುದಾಯದ ಹೆಚ್.ಡಿ. ಕುಮಾರಸ್ವಾಮಿ ಹಾಗೂ ಶೋಭಾಕರಂದ್ಲಾಜೆ ಮಂತ್ರಿಗಳಾಗಿದ್ದಾರೆ. ಸಮಾಜದ ಎಲ್ಲರಿಗೂ ನಮ್ಮ ಮಠ ಎಲ್ಲಾ ಭಾವನೆಯಿಂದ ಈ ಸ್ವಾಮೀಜಿಗಳು ಮಾರ್ಗದರ್ಶನ ನೀಡುತ್ತಿದ್ದಾರೆ. ಶಿಕ್ಷಣ ಆರೋಗ್ಯ ಕ್ಷೇತ್ರಗಳನ್ನು ತೆರೆದಿದ್ದಾರೆ ಎಂದರು. xyxy=(1033,1984,1239,2296)
story6-left-rule xyxy=(440,1127,441,1664)
story3-col2: 26, ಪಿಎಂ ಇಂಟರ್ನ್‌ಶಿಪ್ ಯೋಜನೆ, ಆಯುಷ್ಮಾನ್ ಭಾರತ್, ಪ್ರಧಾನ ಮಂತ್ರಿ ಜನ್ ಆರೋಗ್ಯ ಯೋಜನೆ, ಪ್ರಧಾನ ಮಂತ್ರಿ ಮುದ್ರಾ ಯೋಜನೆ, ಪಿಎಂ ಸೂರ್ಯ ಘರ್, ವಿಕಸಿತ ಭಾರತಕ್ಕೆ ಪ್ರಧಾನ ಮಂತ್ರಿಯವರ ದೂರದೃಷ್ಟಿ 2047 ಹಾಗೂ ಇತರ ಯೋಜನೆಗಳ ಛಾಯಾಚಿತ್ರ ಪ್ರದರ್ಶನದ ಜೊತೆಗೆ ಯೋಜನೆಗಳ ಫಲಾನುಭವಿಗಳ ಸಂದರ್ಶನದ ವಿಡಿಯೋ ಮೂಲಕ ಬಿತ್ತರಿಸಲಾಯಿತು. ಈ ಸಂದರ್ಭದಲ್ಲಿ ಕೇಂದ್ರ ಸಂವಹನ ಇಲಾಖೆ ಕ್ಷೇತ್ರ ಪ್ರಚಾರ ಅಧಿಕಾರಿ ಶ್ರೀ ಎಸ್.ಟಿ., ಕ್ಷೇತ್ರ ಪ್ರಚಾರ ಸಹಾಯಕ ಕೆ.ಸಿ. ಸುರೇಶ್, ಸಿದ್ಧಗಂಗಾ ಮಠದ ಕಾರ್ಯದರ್ಶಿ ಟಿ. ಗಂಗಾಧರಯ್ಯ, ಜಂಟಿ ಕಾರ್ಯದರ್ಶಿ ಎನ್. ಶಿವಕುಮಾರ್, ಬಿ.ಸಿ. ರೇಣುಕಪ್ಪ ಉಪಸ್ಥಿತರಿದ್ದರು. xyxy=(1216,1304,1468,1552)
story2-headline-part-a: ಅರ್ಜಿಗಳ xyxy=(1042,522,1157,563)
editor-line-kn: ಸಂಪಾದಕ: ಟಿ.ಎಸ್. ಕೃಷ್ಣಮೂರ್ತಿ xyxy=(849,375,1008,392)
info-bar xyxy=(54,403,1468,448)
tagline: ಸುದ್ದಿ ನಿಖರ.. ನಿಲುವು ಜನಪರ.... xyxy=(687,319,989,349)
address-text: 2ನೇ ಕ್ರಾಸ್, ಹಟ್ ಹೋಟೆಲ್ ಮುಂಭಾಗ ಎಂ.ಜಿ. ರಸ್ತೆ, ತುಮಕೂರು xyxy=(1193,308,1446,346)
story7-top-rule xyxy=(54,1667,1468,1669)
ad-box-body: ಪ್ರಜಾಮನಕನ್ನಡ ದಿನಪತ್ರಿಕೆಯಲ್ಲಿ ಜನ್ಮದಿನದ ಶುಭಾಶಯ, ಗೃಹಪ್ರವೇಶ, ಶುಭ ವಿವಾಹ, ಒಡವೆ ಅಂಗಡಿ, ಕೋರ್ಟ್ ನೋಟಿಸ್, ಉದ್ಯೋಗ, ಹೆಸರು ಬದಲಾವಣೆ, ಕ್ಲಾಸಿಫೈಡ್ ಸೇರಿದಂತೆ ಎಲ್ಲಾ ರೀತಿಯ ಜಾಹಿರಾತುಗಳನ್ನು ನಿಯಾಯಿತಿ ದರದಲ್ಲಿ ಪ್ರಕಟಣೆ ಮಾಡಿಕೊಡಲಾಗುವುದು. xyxy=(1132,136,1459,210)
email-text: E-mail: prajamana@gmail.com xyxy=(226,322,440,340)
anniversary-suffix: ನೇ ವಸಂತ xyxy=(88,85,145,104)
ad-phone: ಮೊ.: 9743340694 xyxy=(1124,352,1466,393)
story4-body: ತುಮಕೂರು: ಜಿಲ್ಲಾಡಳಿತ, ಜಿಲ್ಲಾ ಪಂಚಾಯಿತಿ, ಮಹಾನಗರ ಪಾಲಿಕೆ, ಕನ್ನಡ ಮತ್ತು ಸಂಸ್ಕೃತಿ ಇಲಾಖೆ ಹಾಗೂ ಜಿಲ್ಲಾ ಕನ್ನಡ ಸಾಹಿತ್ಯ ಪರಿಷತ್ ಸಹಯೋಗದಲ್ಲಿ ಇಂದು ಬೆಳಿಗ್ಗೆ 10.30 ಗಂಟೆಗೆ ನಗರದ ಡಾ: ಗುಬ್ಬಿ ವೀರಣ್ಣ ಕಲಾಕ್ಷೇತ್ರದಲ್ಲಿ “ಛತ್ರಪತಿ ಶಿವಾಜಿ ಮಹಾರಾಜರ ಜಯಂತಿ” ಕಾರ್ಯಕ್ರಮವನ್ನು ಆಚರಿಸಲಾಗುವುದು. xyxy=(54,1173,434,1253)
story8-photo xyxy=(821,1758,1239,1977)
